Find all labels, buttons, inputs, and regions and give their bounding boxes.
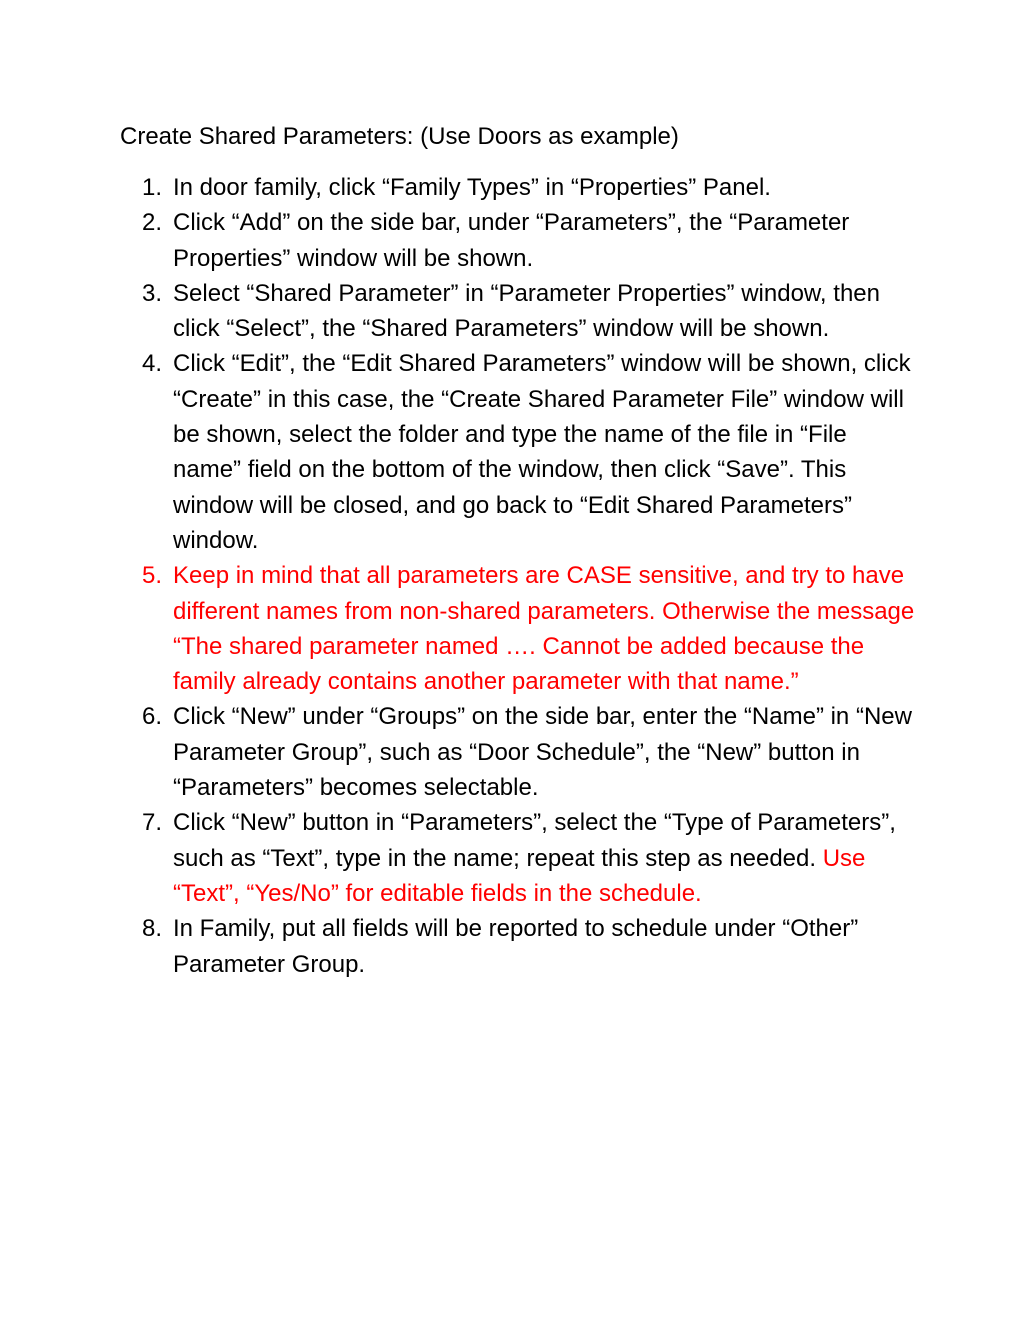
- step-text: Click “Add” on the side bar, under “Parameters”, the “Parameter Properties” window will be shown.: [173, 209, 850, 272]
- step-text: Select “Shared Parameter” in “Parameter Properties” window, then click “Select”, the “Shared Parameters” window will be shown.: [173, 279, 880, 343]
- document-title: Create Shared Parameters: (Use Doors as example): [120, 123, 679, 150]
- step-item-1: [120, 170, 920, 205]
- step-item-7: [120, 805, 920, 911]
- step-text: Click “New” button in “Parameters”, select the “Type of Parameters”, such as “Text”, type in the name; repeat this step as needed.: [173, 809, 896, 872]
- step-text: In door family, click “Family Types” in “Properties” Panel.: [173, 174, 771, 201]
- step-item-6: [120, 699, 920, 805]
- step-item-4: [120, 346, 920, 558]
- step-highlight-text: Use “Text”, “Yes/No” for editable fields in the schedule.: [173, 844, 866, 907]
- steps-list: [120, 170, 920, 982]
- step-text: In Family, put all fields will be reported to schedule under “Other” Parameter Group.: [173, 915, 859, 978]
- step-number: 4.: [142, 350, 163, 378]
- step-number: 6.: [142, 703, 163, 731]
- step-text: Keep in mind that all parameters are CASE sensitive, and try to have different names from non-shared parameters. Otherwise the message “The shared parameter named …. Cannot be added because the family already contains another parameter with that name.”: [173, 562, 915, 696]
- step-item-5-warning: [120, 558, 920, 699]
- step-text: Click “Edit”, the “Edit Shared Parameters” window will be shown, click “Create” in this case, the “Create Shared Parameter File” window will be shown, select the folder and type the name of the file in “File name” field on the bottom of the window, then click “Save”. This window will be closed, and go back to “Edit Shared Parameters” window.: [173, 350, 911, 554]
- step-item-3: [120, 276, 920, 347]
- step-text: Click “New” under “Groups” on the side bar, enter the “Name” in “New Parameter Group”, such as “Door Schedule”, the “New” button in “Parameters” becomes selectable.: [173, 703, 912, 802]
- step-item-2: [120, 205, 920, 276]
- step-item-8: [120, 911, 920, 982]
- step-number: 3.: [142, 279, 163, 307]
- step-number: 5.: [142, 562, 163, 590]
- step-number: 2.: [142, 209, 163, 237]
- step-number: 7.: [142, 809, 163, 837]
- step-number: 1.: [142, 174, 163, 201]
- step-number: 8.: [142, 915, 163, 943]
